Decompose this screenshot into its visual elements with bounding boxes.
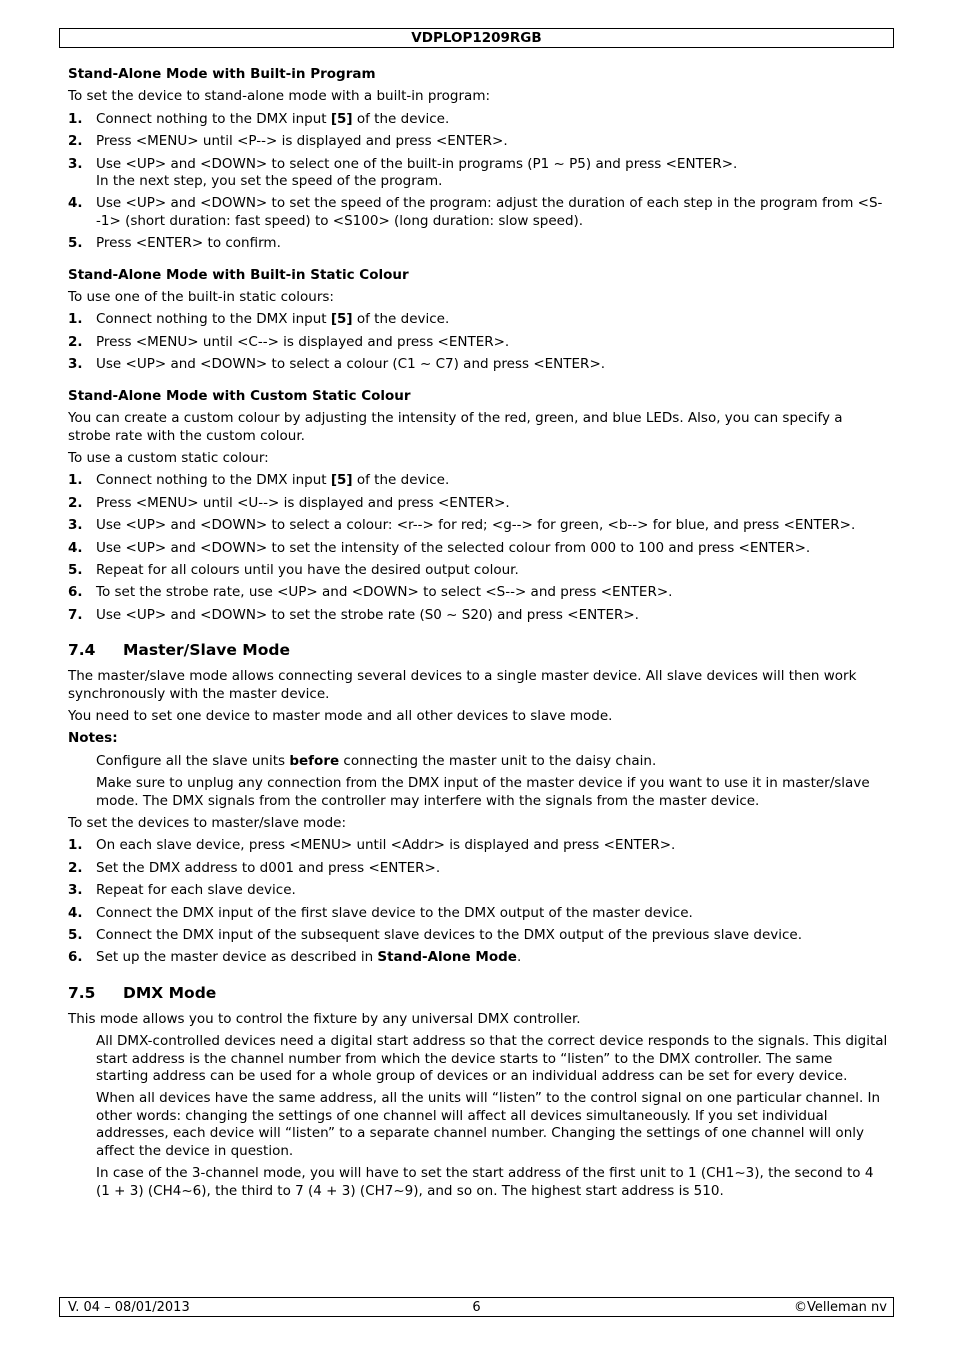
list-item: 6. To set the strobe rate, use <UP> and <DOWN> to select <S--> and press <ENTER>.: [68, 584, 673, 601]
intro-builtin-program: To set the device to stand-alone mode with a built-in program:: [68, 88, 491, 105]
note-2: Make sure to unplug any connection from the DMX input of the master device if you want to use it in master/slave mode. The DMX signals from the controller may interfere with the signals from the master device.: [96, 775, 870, 809]
list-item: 3. Repeat for each slave device.: [68, 882, 296, 899]
heading-dmx-mode: 7.5 DMX Mode: [68, 983, 217, 1002]
para-dmx-2: All DMX-controlled devices need a digital start address so that the correct device responds to the signals. This digital start address is the channel number from which the device starts to “listen” to the DMX controller. The same starting address can be used for a whole group of devices or an individual address can be set for every device.: [96, 1033, 888, 1085]
para-dmx-4: In case of the 3-channel mode, you will have to set the start address of the first unit to 1 (CH1~3), the second to 4 (1 + 3) (CH4~6), the third to 7 (4 + 3) (CH7~9), and so on. The highest start address is 510.: [96, 1165, 874, 1199]
note-1: Configure all the slave units before connecting the master unit to the daisy chain.: [96, 752, 657, 769]
list-item: 1. Connect nothing to the DMX input [5] of the device.: [68, 110, 450, 127]
page-content: [68, 66, 888, 1205]
list-item: 1. Connect nothing to the DMX input [5] of the device.: [68, 472, 450, 489]
list-item: 3. Use <UP> and <DOWN> to select a colour: <r--> for red; <g--> for green, <b--> for blue, and press <ENTER>.: [68, 517, 856, 534]
steps-builtin-colour: [68, 311, 888, 373]
footer-version: V. 04 – 08/01/2013: [68, 1300, 190, 1315]
header-title: VDPLOP1209RGB: [411, 30, 542, 46]
list-item: 2. Press <MENU> until <C--> is displayed and press <ENTER>.: [68, 333, 510, 350]
steps-builtin-program: [68, 111, 888, 253]
para-master-slave-1: The master/slave mode allows connecting several devices to a single master device. All slave devices will then work synchronously with the master device.: [68, 668, 857, 702]
para-dmx-1: This mode allows you to control the fixture by any universal DMX controller.: [68, 1010, 581, 1027]
list-item: 2. Press <MENU> until <U--> is displayed and press <ENTER>.: [68, 494, 510, 511]
heading-master-slave: 7.4 Master/Slave Mode: [68, 641, 290, 660]
intro-builtin-colour: To use one of the built-in static colours:: [68, 289, 334, 306]
intro-custom-colour: To use a custom static colour:: [68, 449, 269, 466]
list-item: 4. Use <UP> and <DOWN> to set the intensity of the selected colour from 000 to 100 and press <ENTER>.: [68, 539, 811, 556]
notes-label: Notes:: [68, 730, 118, 747]
page-footer: [59, 1297, 894, 1317]
footer-page-number: 6: [472, 1300, 481, 1315]
list-item: 4. Connect the DMX input of the first slave device to the DMX output of the master device.: [68, 904, 693, 921]
para-custom-colour: You can create a custom colour by adjusting the intensity of the red, green, and blue LEDs. Also, you can specify a strobe rate with the custom colour.: [68, 410, 843, 444]
list-item: 5. Press <ENTER> to confirm.: [68, 235, 281, 252]
heading-builtin-colour: Stand-Alone Mode with Built-in Static Colour: [68, 266, 409, 283]
intro-master-slave: To set the devices to master/slave mode:: [68, 815, 347, 831]
heading-builtin-program: Stand-Alone Mode with Built-in Program: [68, 66, 376, 82]
list-item: 4. Use <UP> and <DOWN> to set the speed of the program: adjust the duration of each step in the program from <S--1> (short duration: fast speed) to <S100> (long duration: slow speed).: [68, 195, 883, 229]
list-item: 3. Use <UP> and <DOWN> to select a colour (C1 ~ C7) and press <ENTER>.: [68, 356, 606, 373]
list-item: 3. Use <UP> and <DOWN> to select one of the built-in programs (P1 ~ P5) and press <ENTER>. In the next step, you set the speed of the program.: [68, 155, 738, 190]
list-item: 7. Use <UP> and <DOWN> to set the strobe rate (S0 ~ S20) and press <ENTER>.: [68, 606, 639, 623]
list-item: 6. Set up the master device as described in Stand-Alone Mode.: [68, 949, 522, 966]
page-header: [59, 28, 894, 48]
list-item: 2. Press <MENU> until <P--> is displayed and press <ENTER>.: [68, 133, 508, 150]
heading-custom-colour: Stand-Alone Mode with Custom Static Colour: [68, 387, 411, 404]
steps-master-slave: [68, 837, 888, 966]
list-item: 5. Repeat for all colours until you have the desired output colour.: [68, 561, 519, 578]
para-master-slave-2: You need to set one device to master mode and all other devices to slave mode.: [68, 707, 613, 724]
steps-custom-colour: [68, 472, 888, 624]
list-item: 2. Set the DMX address to d001 and press <ENTER>.: [68, 859, 441, 876]
list-item: 1. On each slave device, press <MENU> until <Addr> is displayed and press <ENTER>.: [68, 837, 676, 854]
para-dmx-3: When all devices have the same address, all the units will “listen” to the control signal on one particular channel. In other words: changing the settings of one channel will affect all devices simultaneously. If you set individual addresses, each device will “listen” to a separate channel number. Changing the settings of one channel will only affect the device in question.: [96, 1090, 881, 1159]
list-item: 1. Connect nothing to the DMX input [5] of the device.: [68, 311, 450, 328]
list-item: 5. Connect the DMX input of the subsequent slave devices to the DMX output of the previous slave device.: [68, 927, 803, 944]
footer-copyright: ©Velleman nv: [793, 1300, 887, 1315]
